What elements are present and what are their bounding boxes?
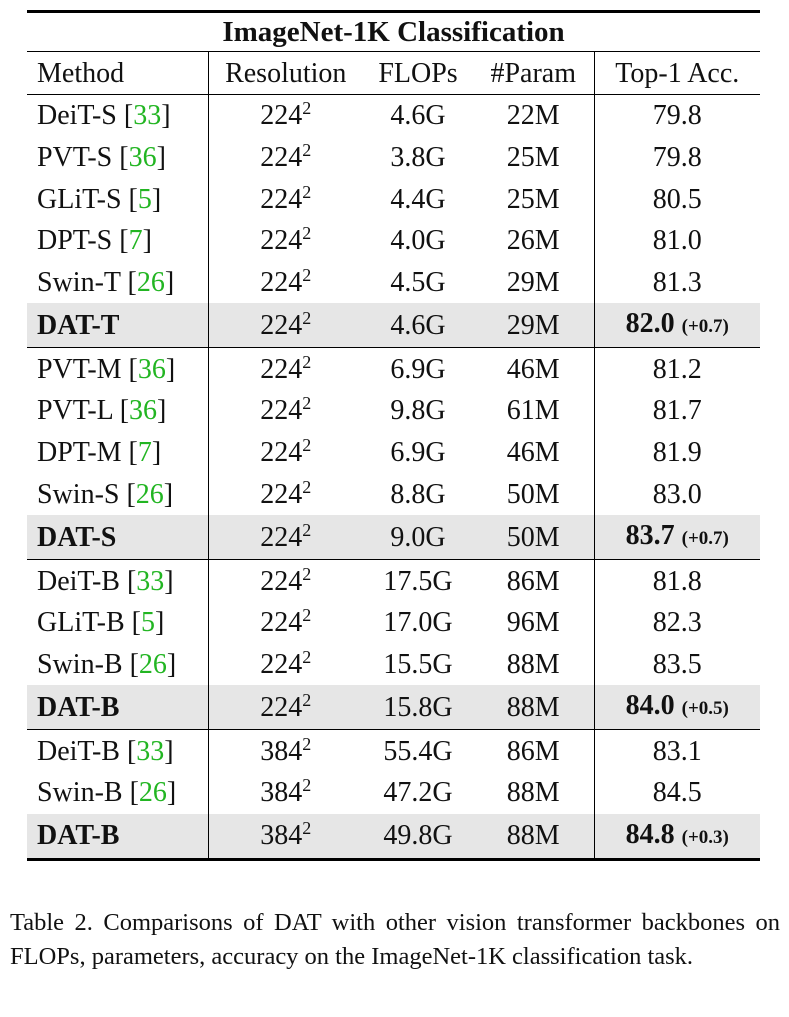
param-cell: 26M — [506, 225, 560, 257]
resolution-value: 224 — [260, 267, 303, 299]
method-cell: Swin-S [26] — [37, 478, 174, 510]
method-cell: PVT-M [36] — [37, 353, 176, 385]
accuracy-cell — [594, 137, 760, 179]
resolution-value: 224 — [260, 478, 303, 510]
resolution-exponent: 2 — [302, 519, 312, 540]
flops-cell: 4.4G — [390, 183, 446, 215]
method-cell — [27, 814, 208, 860]
param-cell: 29M — [506, 267, 560, 299]
method-cell: Swin-T [26] — [37, 267, 175, 299]
accuracy-cell — [594, 685, 760, 730]
method-name: DAT-S — [37, 521, 117, 553]
method-name: Swin-S — [37, 478, 120, 510]
citation-link[interactable]: 36 — [137, 353, 166, 385]
resolution-exponent: 2 — [302, 563, 312, 584]
accuracy-value: 81.3 — [652, 267, 702, 299]
resolution-exponent: 2 — [302, 435, 312, 456]
resolution-cell — [208, 515, 363, 560]
resolution-cell — [208, 95, 363, 137]
results-table — [27, 10, 760, 861]
flops-cell: 4.0G — [390, 225, 446, 257]
method-cell: DPT-S [7] — [37, 225, 152, 257]
param-cell: 25M — [506, 142, 560, 174]
accuracy-gain: (+0.7) — [681, 316, 729, 338]
method-name: Swin-B — [37, 777, 123, 809]
table-row-ours — [27, 303, 760, 348]
resolution-cell — [208, 730, 363, 772]
accuracy-cell — [594, 602, 760, 644]
table-row — [27, 644, 760, 686]
param-cell: 25M — [506, 183, 560, 215]
method-name: PVT-M — [37, 353, 122, 385]
resolution-cell — [208, 303, 363, 348]
param-cell: 96M — [506, 607, 560, 639]
resolution-exponent: 2 — [302, 351, 312, 372]
method-name: DeiT-S — [37, 100, 117, 132]
accuracy-value: 81.9 — [652, 437, 702, 469]
table-row — [27, 390, 760, 432]
method-name: DeiT-B — [37, 565, 120, 597]
method-cell: PVT-S [36] — [37, 142, 166, 174]
header-method: Method — [27, 52, 208, 95]
param-cell: 86M — [506, 565, 560, 597]
header-top1-acc: Top-1 Acc. — [594, 52, 760, 95]
resolution-exponent: 2 — [302, 689, 312, 710]
resolution-value: 224 — [260, 607, 303, 639]
accuracy-value: 82.3 — [652, 607, 702, 639]
resolution-cell — [208, 432, 363, 474]
param-cell: 88M — [506, 777, 560, 809]
accuracy-value: 82.0 — [625, 308, 675, 340]
table-row — [27, 730, 760, 772]
resolution-exponent: 2 — [302, 733, 312, 754]
resolution-exponent: 2 — [302, 818, 312, 839]
flops-cell: 4.6G — [363, 303, 473, 348]
resolution-exponent: 2 — [302, 393, 312, 414]
results-table-container — [27, 10, 760, 861]
resolution-value: 224 — [260, 309, 303, 341]
method-name: GLiT-S — [37, 183, 122, 215]
resolution-cell — [208, 560, 363, 602]
method-name: DAT-B — [37, 820, 120, 852]
citation-link[interactable]: 26 — [135, 478, 164, 510]
accuracy-cell — [594, 814, 760, 860]
flops-cell: 17.0G — [383, 607, 453, 639]
citation-link[interactable]: 5 — [137, 183, 152, 215]
method-name: PVT-S — [37, 142, 113, 174]
method-cell: Swin-B [26] — [37, 648, 177, 680]
flops-cell: 6.9G — [390, 353, 446, 385]
resolution-exponent: 2 — [302, 476, 312, 497]
param-cell: 88M — [506, 648, 560, 680]
resolution-exponent: 2 — [302, 775, 312, 796]
flops-cell: 3.8G — [390, 142, 446, 174]
resolution-cell — [208, 178, 363, 220]
citation-link[interactable]: 5 — [140, 607, 155, 639]
header-param: #Param — [473, 52, 594, 95]
table-body — [27, 95, 760, 860]
citation-link[interactable]: 33 — [133, 100, 162, 132]
resolution-value: 224 — [260, 691, 303, 723]
table-row — [27, 178, 760, 220]
resolution-value: 384 — [260, 735, 303, 767]
header-flops: FLOPs — [363, 52, 473, 95]
resolution-cell — [208, 220, 363, 262]
method-name: PVT-L — [37, 395, 113, 427]
resolution-exponent: 2 — [302, 181, 312, 202]
flops-cell: 55.4G — [383, 735, 453, 767]
accuracy-value: 84.0 — [625, 690, 675, 722]
resolution-value: 224 — [260, 225, 303, 257]
citation-link[interactable]: 36 — [128, 142, 157, 174]
param-cell: 50M — [473, 515, 594, 560]
method-name: DeiT-B — [37, 735, 120, 767]
table-row — [27, 262, 760, 304]
table-caption: Table 2. Comparisons of DAT with other vision transformer backbones on FLOPs, parameters, accuracy on the ImageNet-1K classification task. — [10, 909, 780, 970]
resolution-value: 224 — [260, 183, 303, 215]
accuracy-value: 84.5 — [652, 777, 702, 809]
citation-link[interactable]: 7 — [128, 225, 143, 257]
accuracy-value: 80.5 — [652, 183, 702, 215]
method-cell: GLiT-B [5] — [37, 607, 165, 639]
flops-cell: 17.5G — [383, 565, 453, 597]
param-cell: 88M — [473, 685, 594, 730]
resolution-cell — [208, 474, 363, 516]
flops-cell: 49.8G — [363, 814, 473, 860]
accuracy-cell — [594, 348, 760, 390]
flops-cell: 15.5G — [383, 648, 453, 680]
flops-cell: 9.0G — [363, 515, 473, 560]
table-row — [27, 772, 760, 814]
accuracy-cell — [594, 644, 760, 686]
accuracy-value: 83.7 — [625, 520, 675, 552]
header-resolution: Resolution — [208, 52, 363, 95]
param-cell: 50M — [506, 478, 560, 510]
method-name: Swin-T — [37, 267, 121, 299]
table-row — [27, 602, 760, 644]
resolution-value: 224 — [260, 100, 303, 132]
resolution-exponent: 2 — [302, 646, 312, 667]
resolution-cell — [208, 137, 363, 179]
flops-cell: 4.5G — [390, 267, 446, 299]
table-title: ImageNet-1K Classification — [27, 12, 760, 52]
accuracy-value: 84.8 — [625, 818, 675, 850]
accuracy-value: 83.0 — [652, 478, 702, 510]
accuracy-cell — [594, 474, 760, 516]
resolution-cell — [208, 390, 363, 432]
accuracy-gain: (+0.3) — [681, 826, 729, 848]
resolution-cell — [208, 262, 363, 304]
method-cell: PVT-L [36] — [37, 395, 167, 427]
method-name: GLiT-B — [37, 607, 125, 639]
table-row-ours — [27, 685, 760, 730]
method-name: DAT-B — [37, 691, 120, 723]
method-cell: DeiT-B [33] — [37, 735, 174, 767]
param-cell: 86M — [506, 735, 560, 767]
accuracy-cell — [594, 95, 760, 137]
accuracy-value: 83.5 — [652, 648, 702, 680]
table-header-row — [27, 52, 760, 95]
method-cell: DeiT-B [33] — [37, 565, 174, 597]
accuracy-cell — [594, 178, 760, 220]
flops-cell: 6.9G — [390, 437, 446, 469]
citation-link[interactable]: 7 — [137, 437, 152, 469]
method-name: DPT-M — [37, 437, 122, 469]
resolution-value: 384 — [260, 820, 303, 852]
resolution-value: 224 — [260, 648, 303, 680]
resolution-exponent: 2 — [302, 223, 312, 244]
citation-link[interactable]: 26 — [138, 777, 167, 809]
resolution-value: 224 — [260, 142, 303, 174]
resolution-value: 384 — [260, 777, 303, 809]
param-cell: 22M — [506, 100, 560, 132]
accuracy-cell — [594, 560, 760, 602]
accuracy-cell — [594, 432, 760, 474]
resolution-cell — [208, 685, 363, 730]
table-row — [27, 95, 760, 137]
table-title-row — [27, 12, 760, 52]
method-cell — [27, 303, 208, 348]
accuracy-cell — [594, 303, 760, 348]
flops-cell: 4.6G — [390, 100, 446, 132]
resolution-cell — [208, 644, 363, 686]
method-cell: GLiT-S [5] — [37, 183, 162, 215]
accuracy-value: 79.8 — [652, 142, 702, 174]
resolution-exponent: 2 — [302, 307, 312, 328]
resolution-exponent: 2 — [302, 140, 312, 161]
table-row — [27, 560, 760, 602]
resolution-exponent: 2 — [302, 98, 312, 119]
citation-link[interactable]: 33 — [136, 735, 165, 767]
citation-link[interactable]: 26 — [138, 648, 167, 680]
accuracy-cell — [594, 390, 760, 432]
accuracy-value: 81.8 — [652, 565, 702, 597]
flops-cell: 8.8G — [390, 478, 446, 510]
method-cell — [27, 685, 208, 730]
method-cell — [27, 515, 208, 560]
flops-cell: 9.8G — [390, 395, 446, 427]
method-cell: Swin-B [26] — [37, 777, 177, 809]
accuracy-gain: (+0.7) — [681, 528, 729, 550]
accuracy-cell — [594, 262, 760, 304]
method-name: DPT-S — [37, 225, 113, 257]
flops-cell: 15.8G — [363, 685, 473, 730]
citation-link[interactable]: 33 — [136, 565, 165, 597]
param-cell: 88M — [473, 814, 594, 860]
resolution-exponent: 2 — [302, 265, 312, 286]
accuracy-value: 81.7 — [652, 395, 702, 427]
accuracy-cell — [594, 772, 760, 814]
table-row-ours — [27, 814, 760, 860]
resolution-cell — [208, 814, 363, 860]
accuracy-value: 81.0 — [652, 225, 702, 257]
resolution-value: 224 — [260, 521, 303, 553]
accuracy-cell — [594, 515, 760, 560]
param-cell: 46M — [506, 353, 560, 385]
table-row — [27, 220, 760, 262]
method-cell: DPT-M [7] — [37, 437, 162, 469]
citation-link[interactable]: 26 — [136, 267, 165, 299]
accuracy-cell — [594, 730, 760, 772]
table-row — [27, 348, 760, 390]
param-cell: 46M — [506, 437, 560, 469]
resolution-cell — [208, 602, 363, 644]
resolution-value: 224 — [260, 395, 303, 427]
flops-cell: 47.2G — [383, 777, 453, 809]
param-cell: 61M — [506, 395, 560, 427]
table-row — [27, 432, 760, 474]
resolution-cell — [208, 772, 363, 814]
accuracy-value: 83.1 — [652, 735, 702, 767]
method-name: Swin-B — [37, 648, 123, 680]
table-row-ours — [27, 515, 760, 560]
resolution-value: 224 — [260, 565, 303, 597]
accuracy-cell — [594, 220, 760, 262]
accuracy-value: 81.2 — [652, 353, 702, 385]
accuracy-gain: (+0.5) — [681, 698, 729, 720]
resolution-value: 224 — [260, 353, 303, 385]
table-row — [27, 137, 760, 179]
resolution-value: 224 — [260, 437, 303, 469]
param-cell: 29M — [473, 303, 594, 348]
citation-link[interactable]: 36 — [129, 395, 158, 427]
resolution-exponent: 2 — [302, 605, 312, 626]
method-cell: DeiT-S [33] — [37, 100, 171, 132]
method-name: DAT-T — [37, 309, 120, 341]
accuracy-value: 79.8 — [652, 100, 702, 132]
resolution-cell — [208, 348, 363, 390]
table-row — [27, 474, 760, 516]
